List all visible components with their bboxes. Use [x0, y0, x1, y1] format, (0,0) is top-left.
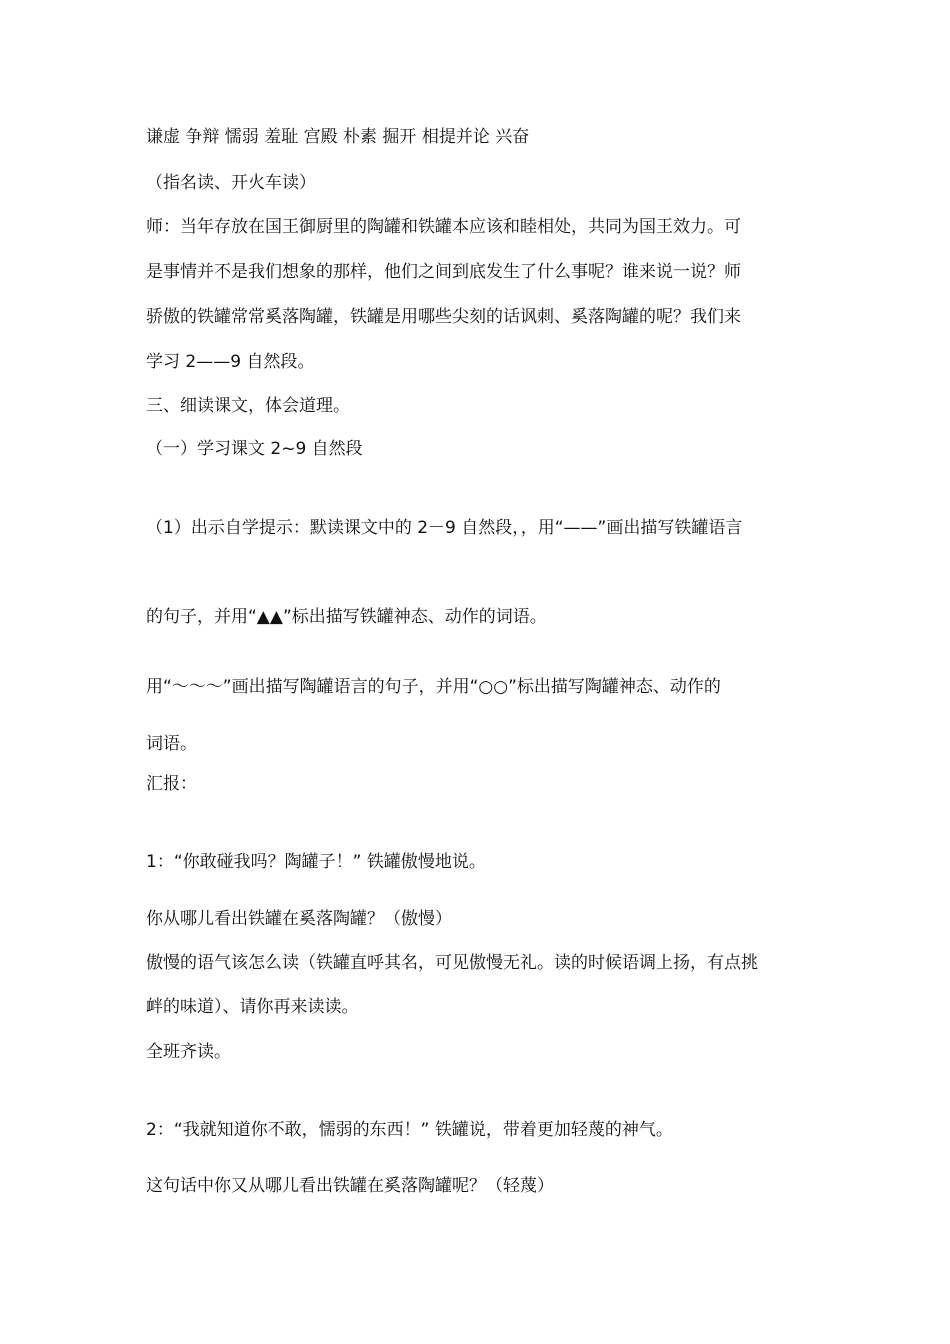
vocabulary-line: 谦虚 争辩 懦弱 羞耻 宫殿 朴素 掘开 相提并论 兴奋	[146, 127, 530, 147]
question-2: 这句话中你又从哪儿看出铁罐在奚落陶罐呢？（轻蔑）	[146, 1176, 554, 1196]
self-study-prompt-line-1: （1）出示自学提示：默读课文中的 2－9 自然段，，用“——”画出描写铁罐语言	[146, 518, 743, 538]
teacher-paragraph-line-4: 学习 2——9 自然段。	[146, 352, 315, 372]
class-reading-note: 全班齐读。	[146, 1042, 231, 1062]
self-study-prompt-line-3: 用“～～～”画出描写陶罐语言的句子，并用“○○”标出描写陶罐神态、动作的	[146, 677, 721, 697]
report-label: 汇报：	[146, 774, 197, 794]
self-study-prompt-line-2: 的句子，并用“▲▲”标出描写铁罐神态、动作的词语。	[146, 607, 547, 627]
teacher-paragraph-line-2: 是事情并不是我们想象的那样，他们之间到底发生了什么事呢？谁来说一说？师	[146, 262, 741, 282]
teacher-paragraph-line-1: 师：当年存放在国王御厨里的陶罐和铁罐本应该和睦相处，共同为国王效力。可	[146, 217, 741, 237]
subsection-heading: （一）学习课文 2~9 自然段	[146, 439, 363, 459]
question-1: 你从哪儿看出铁罐在奚落陶罐？（傲慢）	[146, 909, 452, 929]
quote-1: 1：“你敢碰我吗？陶罐子！” 铁罐傲慢地说。	[146, 852, 486, 872]
section-heading: 三、细读课文，体会道理。	[146, 396, 350, 416]
reading-instruction: （指名读、开火车读）	[146, 173, 316, 193]
reading-guidance-line-2: 衅的味道）、请你再来读读。	[146, 997, 359, 1017]
reading-guidance-line-1: 傲慢的语气该怎么读（铁罐直呼其名，可见傲慢无礼。读的时候语调上扬，有点挑	[146, 953, 758, 973]
quote-2: 2：“我就知道你不敢，懦弱的东西！” 铁罐说，带着更加轻蔑的神气。	[146, 1120, 673, 1140]
teacher-paragraph-line-3: 骄傲的铁罐常常奚落陶罐，铁罐是用哪些尖刻的话讽刺、奚落陶罐的呢？我们来	[146, 307, 741, 327]
self-study-prompt-line-4: 词语。	[146, 734, 197, 754]
